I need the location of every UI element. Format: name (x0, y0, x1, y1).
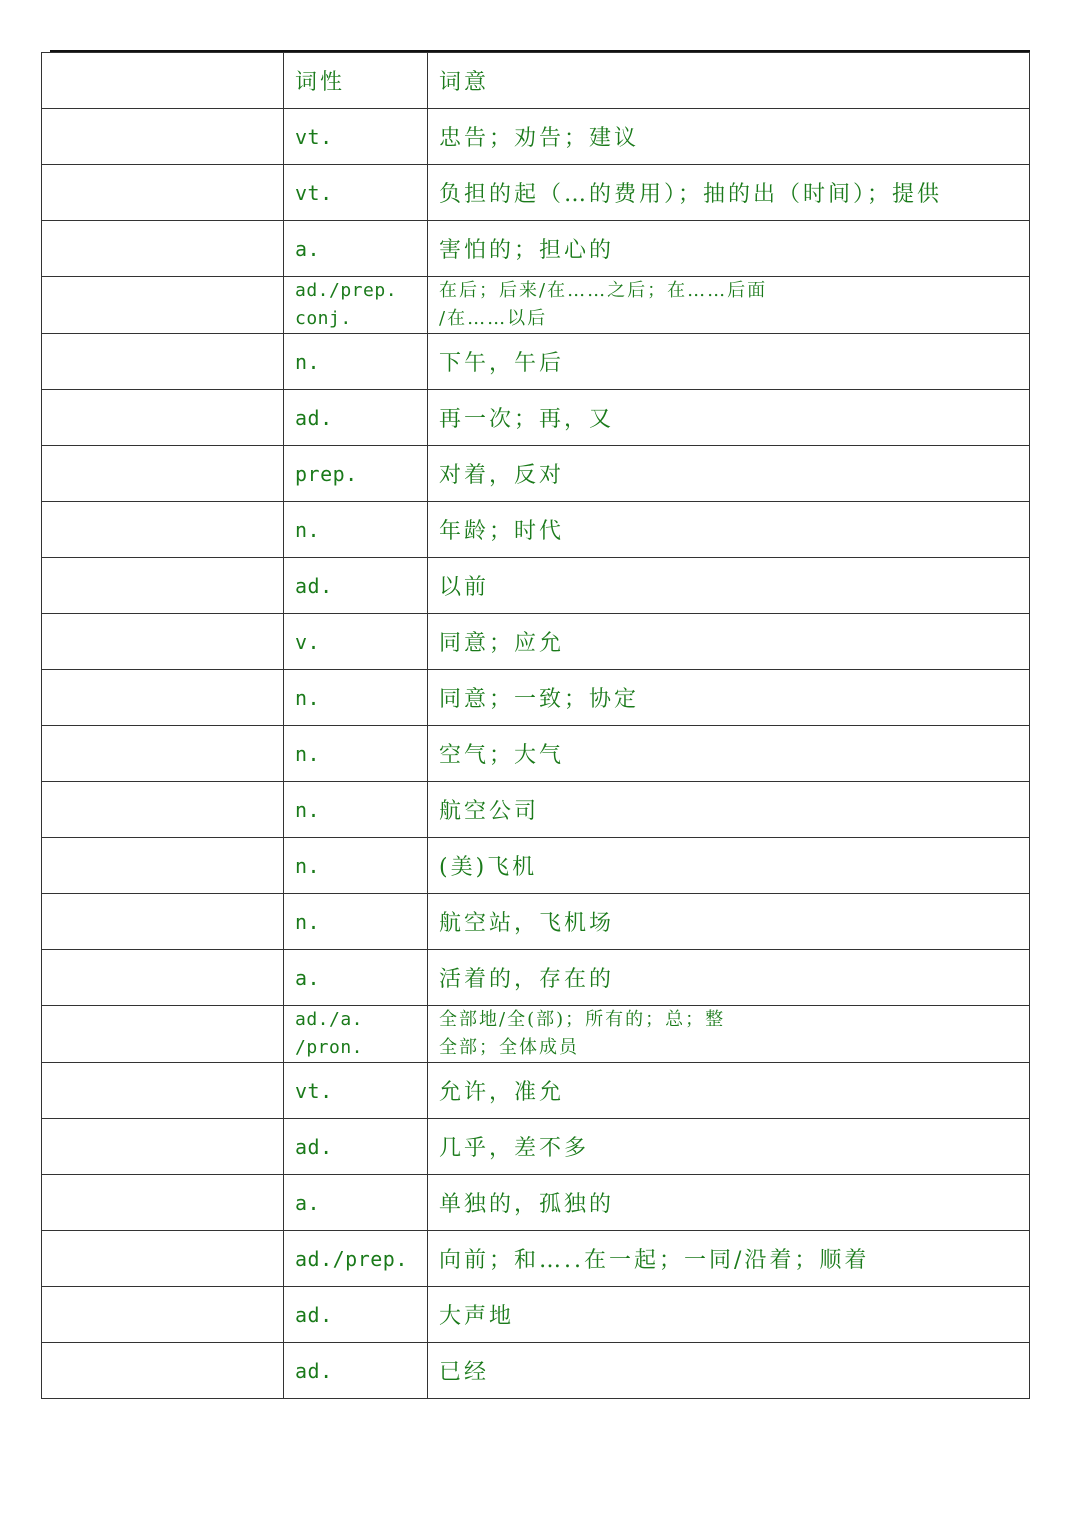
meaning-cell (428, 558, 1030, 614)
table-row (42, 670, 1030, 726)
meaning-line: 年龄；时代 (439, 519, 565, 544)
table-row (42, 1119, 1030, 1175)
meaning-cell (428, 446, 1030, 502)
part-of-speech-line: ad. (295, 405, 333, 430)
header-word (42, 53, 284, 109)
word-cell (42, 950, 284, 1006)
word-cell (42, 1343, 284, 1399)
meaning-cell (428, 1287, 1030, 1343)
table-row (42, 334, 1030, 390)
part-of-speech-line: n. (295, 517, 321, 542)
meaning-line: /在……以后 (439, 308, 548, 329)
part-of-speech-line: conj. (295, 308, 352, 329)
part-of-speech-line: ad. (295, 1358, 333, 1383)
word-cell (42, 446, 284, 502)
vocabulary-table-body (42, 53, 1030, 1399)
part-of-speech-cell (284, 558, 428, 614)
meaning-cell (428, 1231, 1030, 1287)
header-meaning: 词意 (428, 53, 1030, 109)
meaning-cell (428, 1343, 1030, 1399)
meaning-line: 负担的起（…的费用）；抽的出（时间）；提供 (439, 182, 943, 207)
meaning-line: 向前；和…..在一起；一同/沿着；顺着 (439, 1248, 870, 1273)
meaning-line: 单独的，孤独的 (439, 1192, 615, 1217)
meaning-line: 再一次；再，又 (439, 407, 615, 432)
table-row (42, 109, 1030, 165)
meaning-cell (428, 614, 1030, 670)
part-of-speech-cell (284, 502, 428, 558)
meaning-cell (428, 1006, 1030, 1063)
meaning-line: 几乎，差不多 (439, 1136, 590, 1161)
meaning-line: 同意；一致；协定 (439, 687, 640, 712)
part-of-speech-line: a. (295, 1190, 321, 1215)
meaning-cell (428, 277, 1030, 334)
meaning-cell (428, 670, 1030, 726)
table-row (42, 1063, 1030, 1119)
part-of-speech-line: v. (295, 629, 321, 654)
table-row (42, 277, 1030, 334)
part-of-speech-line: ad. (295, 1134, 333, 1159)
table-row (42, 838, 1030, 894)
word-cell (42, 670, 284, 726)
part-of-speech-cell (284, 950, 428, 1006)
part-of-speech-line: a. (295, 236, 321, 261)
part-of-speech-cell (284, 1063, 428, 1119)
meaning-line: 以前 (439, 575, 490, 600)
table-row (42, 1006, 1030, 1063)
table-row (42, 1231, 1030, 1287)
table-row (42, 390, 1030, 446)
part-of-speech-cell (284, 1287, 428, 1343)
header-pos: 词性 (284, 53, 428, 109)
part-of-speech-line: vt. (295, 180, 333, 205)
meaning-cell (428, 221, 1030, 277)
part-of-speech-line: vt. (295, 1078, 333, 1103)
word-cell (42, 277, 284, 334)
word-cell (42, 614, 284, 670)
word-cell (42, 726, 284, 782)
meaning-cell (428, 950, 1030, 1006)
table-row (42, 165, 1030, 221)
meaning-cell (428, 165, 1030, 221)
meaning-line: 已经 (439, 1360, 490, 1385)
word-cell (42, 1287, 284, 1343)
part-of-speech-line: ad./prep. (295, 1246, 408, 1271)
part-of-speech-cell (284, 1006, 428, 1063)
word-cell (42, 838, 284, 894)
word-cell (42, 558, 284, 614)
meaning-cell (428, 390, 1030, 446)
part-of-speech-line: n. (295, 685, 321, 710)
word-cell (42, 390, 284, 446)
part-of-speech-line: n. (295, 909, 321, 934)
table-header-row (42, 53, 1030, 109)
meaning-cell (428, 334, 1030, 390)
meaning-cell (428, 726, 1030, 782)
part-of-speech-cell (284, 1119, 428, 1175)
part-of-speech-line: n. (295, 349, 321, 374)
part-of-speech-line: ad./a. (295, 1009, 364, 1030)
part-of-speech-line: a. (295, 965, 321, 990)
table-row (42, 1287, 1030, 1343)
part-of-speech-line: ad./prep. (295, 280, 398, 301)
word-cell (42, 782, 284, 838)
part-of-speech-line: /pron. (295, 1037, 364, 1058)
part-of-speech-cell (284, 1343, 428, 1399)
table-row (42, 894, 1030, 950)
part-of-speech-cell (284, 726, 428, 782)
part-of-speech-line: ad. (295, 573, 333, 598)
word-cell (42, 894, 284, 950)
part-of-speech-cell (284, 670, 428, 726)
part-of-speech-line: ad. (295, 1302, 333, 1327)
word-cell (42, 1119, 284, 1175)
word-cell (42, 221, 284, 277)
word-cell (42, 334, 284, 390)
part-of-speech-cell (284, 277, 428, 334)
part-of-speech-line: vt. (295, 124, 333, 149)
word-cell (42, 1175, 284, 1231)
part-of-speech-line: n. (295, 797, 321, 822)
word-cell (42, 109, 284, 165)
part-of-speech-cell (284, 782, 428, 838)
table-row (42, 558, 1030, 614)
word-cell (42, 1231, 284, 1287)
word-cell (42, 502, 284, 558)
part-of-speech-cell (284, 390, 428, 446)
table-row (42, 782, 1030, 838)
part-of-speech-cell (284, 1231, 428, 1287)
meaning-line: 忠告；劝告；建议 (439, 126, 640, 151)
table-row (42, 446, 1030, 502)
word-cell (42, 1063, 284, 1119)
meaning-line: 全部地/全(部)；所有的；总；整 (439, 1009, 726, 1030)
part-of-speech-cell (284, 334, 428, 390)
part-of-speech-cell (284, 109, 428, 165)
meaning-line: 同意；应允 (439, 631, 565, 656)
meaning-line: 在后；后来/在……之后；在……后面 (439, 280, 768, 301)
meaning-line: 全部；全体成员 (439, 1037, 579, 1058)
meaning-cell (428, 1119, 1030, 1175)
vocabulary-table (41, 52, 1030, 1399)
meaning-cell (428, 838, 1030, 894)
meaning-line: 航空公司 (439, 799, 540, 824)
meaning-line: 航空站，飞机场 (439, 911, 615, 936)
table-row (42, 1343, 1030, 1399)
part-of-speech-line: prep. (295, 461, 358, 486)
meaning-line: 活着的，存在的 (439, 967, 615, 992)
table-row (42, 950, 1030, 1006)
part-of-speech-line: n. (295, 741, 321, 766)
part-of-speech-cell (284, 838, 428, 894)
meaning-line: 大声地 (439, 1304, 515, 1329)
table-row (42, 221, 1030, 277)
part-of-speech-cell (284, 614, 428, 670)
part-of-speech-line: n. (295, 853, 321, 878)
meaning-line: 空气；大气 (439, 743, 565, 768)
meaning-line: 害怕的；担心的 (439, 238, 615, 263)
meaning-cell (428, 894, 1030, 950)
part-of-speech-cell (284, 221, 428, 277)
meaning-line: (美)飞机 (439, 855, 538, 880)
word-cell (42, 1006, 284, 1063)
word-cell (42, 165, 284, 221)
meaning-cell (428, 109, 1030, 165)
part-of-speech-cell (284, 446, 428, 502)
table-row (42, 726, 1030, 782)
meaning-cell (428, 782, 1030, 838)
part-of-speech-cell (284, 894, 428, 950)
meaning-cell (428, 1175, 1030, 1231)
table-row (42, 1175, 1030, 1231)
meaning-cell (428, 1063, 1030, 1119)
part-of-speech-cell (284, 1175, 428, 1231)
table-row (42, 614, 1030, 670)
meaning-line: 对着，反对 (439, 463, 565, 488)
table-row (42, 502, 1030, 558)
meaning-line: 允许，准允 (439, 1080, 565, 1105)
meaning-cell (428, 502, 1030, 558)
meaning-line: 下午，午后 (439, 351, 565, 376)
part-of-speech-cell (284, 165, 428, 221)
